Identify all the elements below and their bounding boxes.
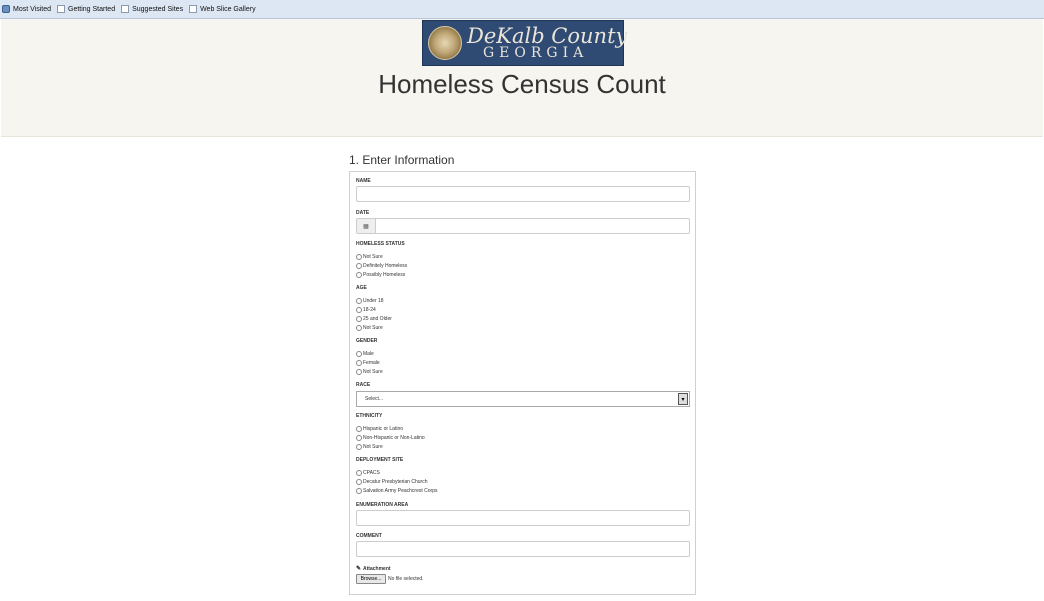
option-label: Female <box>363 360 380 366</box>
radio-button[interactable] <box>356 488 362 494</box>
radio-button[interactable] <box>356 325 362 331</box>
option-label: CPACS <box>363 470 380 476</box>
radio-button[interactable] <box>356 272 362 278</box>
race-select[interactable] <box>356 391 690 407</box>
county-logo <box>422 20 628 66</box>
radio-option[interactable] <box>356 435 425 441</box>
radio-button[interactable] <box>356 351 362 357</box>
option-label: Hispanic or Latino <box>363 426 404 432</box>
option-label: Definitely Homeless <box>363 263 408 269</box>
page-title: Homeless Census Count <box>378 69 666 99</box>
option-label: Not Sure <box>363 369 383 375</box>
bookmark-folder-icon <box>2 5 10 13</box>
attachment-label: Attachment <box>363 565 391 572</box>
race-label: RACE <box>356 382 371 388</box>
comment-input[interactable] <box>356 541 690 557</box>
radio-button[interactable] <box>356 307 362 313</box>
chevron-down-icon[interactable]: ▾ <box>678 393 688 405</box>
race-selected-value: Select... <box>365 396 384 402</box>
bookmark-suggested-sites[interactable] <box>121 5 183 13</box>
radio-option[interactable] <box>356 351 374 357</box>
ethnicity-label: ETHNICITY <box>356 413 383 419</box>
name-label: NAME <box>356 178 371 184</box>
radio-button[interactable] <box>356 263 362 269</box>
radio-option[interactable] <box>356 298 384 304</box>
option-label: Male <box>363 351 374 357</box>
radio-button[interactable] <box>356 360 362 366</box>
radio-option[interactable] <box>356 479 427 485</box>
radio-option[interactable] <box>356 488 437 494</box>
bookmark-most-visited[interactable] <box>2 5 51 13</box>
bookmark-getting-started[interactable] <box>57 5 115 13</box>
radio-option[interactable] <box>356 426 403 432</box>
bookmark-label: Most Visited <box>13 5 51 13</box>
radio-option[interactable] <box>356 470 380 476</box>
county-seal-icon <box>428 26 462 60</box>
option-label: Under 18 <box>363 298 384 304</box>
attachment-label-row <box>356 565 391 572</box>
homeless-status-label: HOMELESS STATUS <box>356 241 405 247</box>
page-icon <box>189 5 197 13</box>
page-icon <box>57 5 65 13</box>
radio-button[interactable] <box>356 369 362 375</box>
option-label: 25 and Older <box>363 316 392 322</box>
page-header <box>1 19 1043 137</box>
radio-option[interactable] <box>356 444 383 450</box>
enumeration-area-label: ENUMERATION AREA <box>356 502 409 508</box>
name-input[interactable] <box>356 186 690 202</box>
option-label: Decatur Presbyterian Church <box>363 479 428 485</box>
radio-option[interactable] <box>356 369 383 375</box>
bookmarks-toolbar <box>0 0 1044 19</box>
radio-button[interactable] <box>356 479 362 485</box>
date-label: DATE <box>356 210 370 216</box>
logo-line1: DeKalb County <box>467 24 628 48</box>
gender-label: GENDER <box>356 338 378 344</box>
radio-button[interactable] <box>356 316 362 322</box>
paperclip-icon: ✎ <box>356 566 362 572</box>
page-icon <box>121 5 129 13</box>
calendar-icon[interactable]: ▦ <box>357 219 376 233</box>
date-field[interactable] <box>356 218 690 234</box>
radio-button[interactable] <box>356 435 362 441</box>
bookmark-label: Getting Started <box>68 5 116 13</box>
bookmark-label: Web Slice Gallery <box>200 5 256 13</box>
option-label: Possibly Homeless <box>363 272 406 278</box>
section-heading: 1. Enter Information <box>349 153 455 167</box>
bookmark-label: Suggested Sites <box>132 5 184 13</box>
enumeration-area-input[interactable] <box>356 510 690 526</box>
radio-button[interactable] <box>356 444 362 450</box>
age-label: AGE <box>356 285 367 291</box>
radio-button[interactable] <box>356 254 362 260</box>
radio-option[interactable] <box>356 254 383 260</box>
radio-button[interactable] <box>356 298 362 304</box>
radio-option[interactable] <box>356 272 405 278</box>
radio-button[interactable] <box>356 426 362 432</box>
option-label: Not Sure <box>363 444 383 450</box>
census-form <box>349 171 696 595</box>
option-label: Non-Hispanic or Non-Latino <box>363 435 425 441</box>
radio-option[interactable] <box>356 360 380 366</box>
radio-option[interactable] <box>356 307 376 313</box>
option-label: 18-24 <box>363 307 376 313</box>
deployment-site-label: DEPLOYMENT SITE <box>356 457 404 463</box>
browse-button[interactable]: Browse... <box>356 574 386 584</box>
no-file-text: No file selected. <box>388 576 424 582</box>
radio-option[interactable] <box>356 263 407 269</box>
radio-button[interactable] <box>356 470 362 476</box>
option-label: Not Sure <box>363 254 383 260</box>
logo-line2: GEORGIA <box>483 45 589 61</box>
bookmark-web-slice-gallery[interactable] <box>189 5 256 13</box>
comment-label: COMMENT <box>356 533 382 539</box>
radio-option[interactable] <box>356 316 392 322</box>
option-label: Not Sure <box>363 325 383 331</box>
option-label: Salvation Army Peachcrest Corps <box>363 488 438 494</box>
radio-option[interactable] <box>356 325 383 331</box>
